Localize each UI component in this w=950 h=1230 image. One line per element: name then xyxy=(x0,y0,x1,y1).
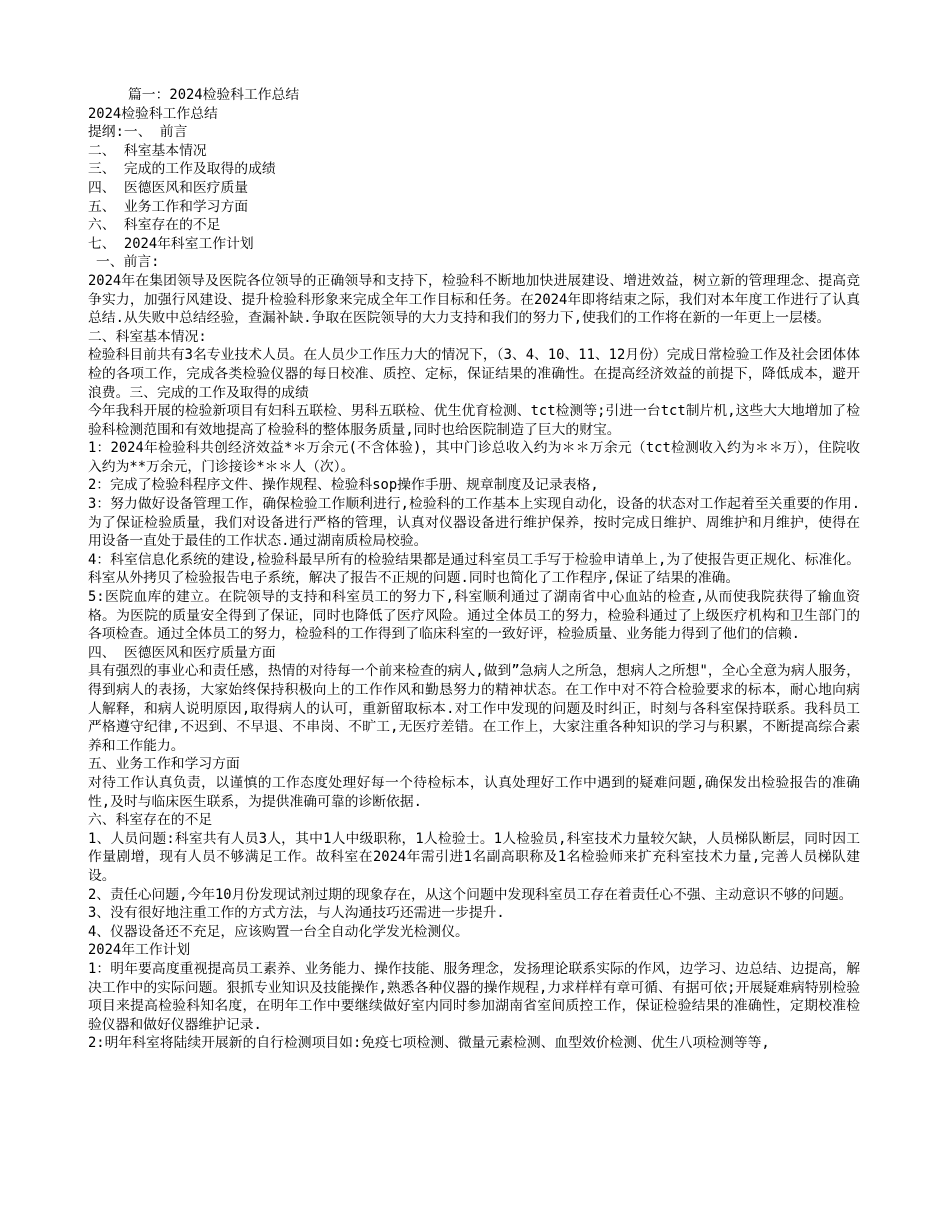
section-heading: 一、前言: xyxy=(96,254,160,271)
section-heading: 五、业务工作和学习方面 xyxy=(88,756,240,773)
paragraph: 4：科室信息化系统的建设,检验科最早所有的检验结果都是通过科室员工手写于检验申请单上,为了使报告更正规化、标准化。科室从外拷贝了检验报告电子系统，解决了报告不正规的问题.同时也简化了工作程序,保证了结果的准确。 xyxy=(88,551,860,587)
outline-item: 三、 完成的工作及取得的成绩 xyxy=(88,161,276,178)
paragraph: 5:医院血库的建立。在院领导的支持和科室员工的努力下,科室顺利通过了湖南省中心血站的检查,从而使我院获得了输血资格。为医院的质量安全得到了保证，同时也降低了医疗风险。通过全体员工的努力，检验科通过了上级医疗机构和卫生部门的各项检查。通过全体员工的努力，检验科的工作得到了临床科室的一致好评，检验质量、业务能力得到了他们的信赖. xyxy=(88,589,860,643)
outline-list xyxy=(88,123,860,253)
document-subtitle: 2024检验科工作总结 xyxy=(88,105,218,122)
paragraph: 1：2024年检验科共创经济效益*＊万余元(不含体验)，其中门诊总收入约为＊＊万余元（tct检测收入约为＊＊万），住院收入约为**万余元，门诊接诊*＊＊人（次）。 xyxy=(88,440,860,475)
paragraph: 2：完成了检验科程序文件、操作规程、检验科sop操作手册、规章制度及记录表格, xyxy=(88,477,599,494)
paragraph: 1：明年要高度重视提高员工素养、业务能力、操作技能、服务理念，发扬理论联系实际的作风，边学习、边总结、边提高，解决工作中的实际问题。狠抓专业知识及技能操作,熟悉各种仪器的操作规程,力求样样有章可循、有据可依;开展疑难病特别检验项目来提高检验科知名度，在明年工作中要继续做好室内同时参加湖南省室间质控工作，保证检验结果的准确性，定期校准检验仪器和做好仪器维护记录. xyxy=(88,960,860,1033)
document-title: 篇一：2024检验科工作总结 xyxy=(128,87,300,103)
paragraph: 2、责任心问题,今年10月份发现试剂过期的现象存在，从这个问题中发现科室员工存在着责任心不强、主动意识不够的问题。 xyxy=(88,886,853,903)
paragraph: 2:明年科室将陆续开展新的自行检测项目如:免疫七项检测、微量元素检测、血型效价检测、优生八项检测等等, xyxy=(88,1035,770,1052)
section-heading: 二、科室基本情况: xyxy=(88,328,207,345)
outline-item: 六、 科室存在的不足 xyxy=(88,217,221,234)
outline-item: 二、 科室基本情况 xyxy=(88,142,207,159)
outline-item: 提纲:一、 前言 xyxy=(88,124,188,141)
paragraph: 检验科目前共有3名专业技术人员。在人员少工作压力大的情况下，（3、4、10、11、12月份）完成日常检验工作及社会团体体检的各项工作，完成各类检验仪器的每日校准、质控、定标，保证结果的准确性。在提高经济效益的前提下，降低成本，避开浪费。三、完成的工作及取得的成绩 xyxy=(88,347,860,401)
section-heading: 六、科室存在的不足 xyxy=(88,812,213,829)
outline-item: 七、 2024年科室工作计划 xyxy=(88,235,254,252)
outline-item: 五、 业务工作和学习方面 xyxy=(88,198,249,215)
paragraph: 3、没有很好地注重工作的方式方法，与人沟通技巧还需进一步提升. xyxy=(88,905,505,922)
paragraph: 具有强烈的事业心和责任感，热情的对待每一个前来检查的病人,做到”急病人之所急，想病人之所想"，全心全意为病人服务，得到病人的表扬，大家始终保持积极向上的工作作风和勤恳努力的精神状态。在工作中对不符合检验要求的标本，耐心地向病人解释，和病人说明原因,取得病人的认可，重新留取标本.对工作中发现的问题及时纠正，时刻与各科室保持联系。我科员工严格遵守纪律,不迟到、不早退、不串岗、不旷工,无医疗差错。在工作上，大家注重各种知识的学习与积累，不断提高综合素养和工作能力。 xyxy=(88,663,860,754)
paragraph: 对待工作认真负责，以谨慎的工作态度处理好每一个待检标本，认真处理好工作中遇到的疑难问题,确保发出检验报告的准确性,及时与临床医生联系，为提供准确可靠的诊断依据. xyxy=(88,774,860,810)
section-heading: 四、 医德医风和医疗质量方面 xyxy=(88,644,276,661)
paragraph: 2024年在集团领导及医院各位领导的正确领导和支持下，检验科不断地加快进展建设、增进效益，树立新的管理理念、提高竞争实力，加强行风建设、提升检验科形象来完成全年工作目标和任务。在2024年即将结束之际，我们对本年度工作进行了认真总结.从失败中总结经验，查漏补缺.争取在医院领导的大力支持和我们的努力下,使我们的工作将在新的一年更上一层楼。 xyxy=(88,272,860,327)
paragraph: 今年我科开展的检验新项目有妇科五联检、男科五联检、优生优育检测、tct检测等;引进一台tct制片机,这些大大地增加了检验科检测范围和有效地提高了检验科的整体服务质量,同时也给医院制造了巨大的财宝。 xyxy=(88,403,860,438)
section-heading: 2024年工作计划 xyxy=(88,942,191,959)
paragraph: 4、仪器设备还不充足，应该购置一台全自动化学发光检测仪。 xyxy=(88,923,469,940)
document-page xyxy=(88,86,860,1053)
paragraph: 1、人员问题:科室共有人员3人，其中1人中级职称，1人检验士。1人检验员,科室技术力量较欠缺，人员梯队断层，同时因工作量剧增，现有人员不够满足工作。故科室在2024年需引进1名副高职称及1名检验师来扩充科室技术力量,完善人员梯队建设。 xyxy=(88,830,860,884)
paragraph: 3：努力做好设备管理工作，确保检验工作顺利进行,检验科的工作基本上实现自动化，设备的状态对工作起着至关重要的作用.为了保证检验质量，我们对设备进行严格的管理，认真对仪器设备进行维护保养，按时完成日维护、周维护和月维护，使得在用设备一直处于最佳的工作状态.通过湖南质检局校验。 xyxy=(88,496,860,550)
outline-item: 四、 医德医风和医疗质量 xyxy=(88,179,249,196)
